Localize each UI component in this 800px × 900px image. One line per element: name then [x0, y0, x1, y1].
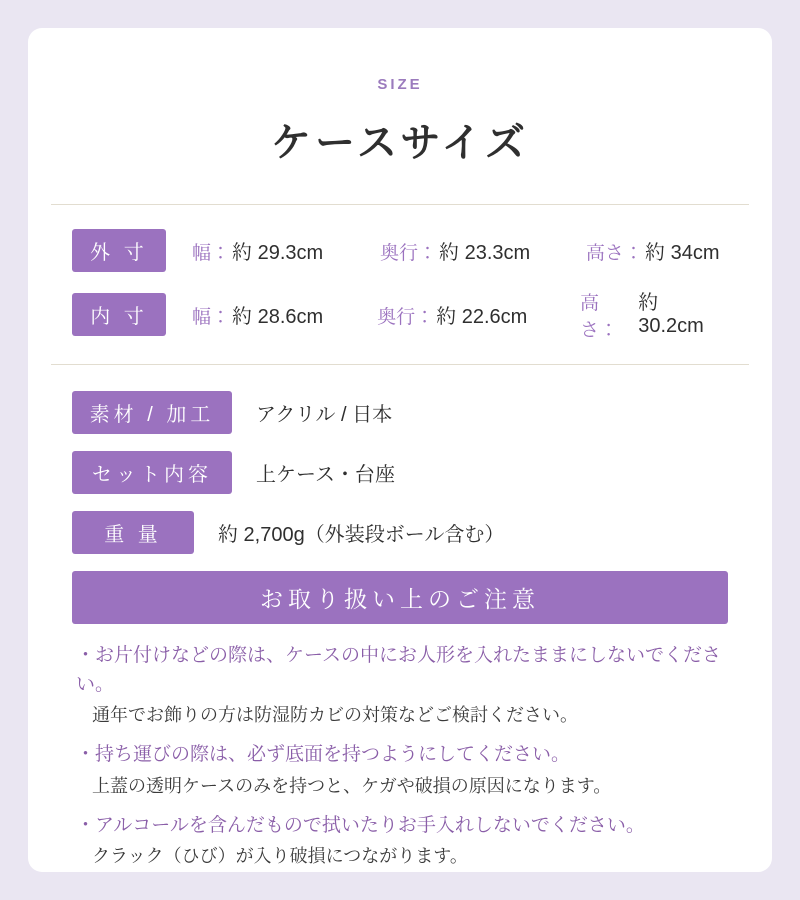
spec-row-set-contents [72, 451, 728, 494]
spec-row-weight-tag: 重 量 [72, 511, 194, 554]
card-header [28, 28, 772, 168]
spec-row-set-contents-tag: セット内容 [72, 451, 232, 494]
spec-row-material [72, 391, 728, 434]
size-row-outer [72, 229, 728, 272]
eyebrow-label: SIZE [377, 76, 423, 93]
spec-row-weight [72, 511, 728, 554]
dimension-height [586, 236, 719, 265]
dimension-width-label: 幅： [192, 243, 231, 264]
size-rows [28, 229, 772, 342]
size-info-card [28, 28, 772, 872]
size-row-inner-tag: 内 寸 [72, 293, 166, 336]
dimension-height-label: 高さ： [586, 243, 644, 264]
size-row-outer-values [192, 236, 719, 265]
inner-dimension-height-value: 約 30.2cm [638, 292, 704, 337]
spec-row-set-contents-value: 上ケース・台座 [256, 464, 395, 486]
dimension-depth [380, 236, 586, 265]
inner-dimension-height [580, 286, 728, 342]
notice-item-sub: 上蓋の透明ケースのみを持つと、ケガや破損の原因になります。 [92, 775, 612, 796]
inner-dimension-depth [377, 300, 580, 329]
dimension-depth-label: 奥行： [380, 243, 438, 264]
divider-top [51, 204, 749, 205]
dimension-width-value: 約 29.3cm [232, 242, 324, 264]
notice-list [76, 642, 732, 870]
notice-item-main: ・持ち運びの際は、必ず底面を持つようにしてください。 [76, 744, 571, 765]
size-row-inner [72, 286, 728, 342]
notice-item-main: ・お片付けなどの際は、ケースの中にお人形を入れたままにしないでください。 [76, 645, 722, 695]
dimension-depth-value: 約 23.3cm [439, 242, 531, 264]
notice-item-sub: クラック（ひび）が入り破損につながります。 [92, 846, 468, 866]
spec-rows [28, 391, 772, 554]
inner-dimension-height-label: 高さ： [580, 293, 619, 341]
inner-dimension-width-label: 幅： [192, 306, 231, 328]
size-row-outer-tag: 外 寸 [72, 229, 166, 272]
size-row-inner-values [192, 286, 728, 342]
spec-row-material-tag: 素材 / 加工 [72, 391, 232, 434]
page-title: ケースサイズ [271, 121, 529, 165]
spec-row-weight-value: 約 2,700g（外装段ボール含む） [218, 524, 505, 546]
notice-item-sub: 通年でお飾りの方は防湿防カビの対策などご検討ください。 [92, 705, 578, 725]
notice-item [76, 812, 732, 871]
dimension-width [192, 236, 380, 265]
notice-heading: お取り扱い上のご注意 [72, 571, 728, 624]
inner-dimension-depth-value: 約 22.6cm [436, 305, 528, 328]
divider-middle [51, 364, 749, 365]
spec-row-material-value: アクリル / 日本 [256, 404, 393, 426]
notice-item-main: ・アルコールを含んだもので拭いたりお手入れしないでください。 [76, 814, 645, 836]
notice-item [76, 642, 732, 729]
inner-dimension-width-value: 約 28.6cm [232, 305, 324, 328]
inner-dimension-depth-label: 奥行： [377, 306, 435, 328]
notice-item [76, 741, 732, 800]
dimension-height-value: 約 34cm [645, 242, 720, 264]
inner-dimension-width [192, 300, 377, 329]
